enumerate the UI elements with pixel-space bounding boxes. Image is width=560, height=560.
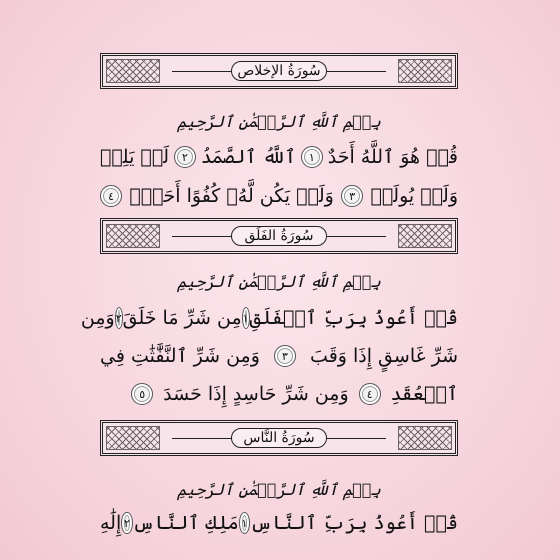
ayah-number-marker: ١ (239, 512, 250, 534)
verse-text: وَمِن شَرِّ حَاسِدٍ إِذَا حَسَدَ (163, 383, 349, 405)
ornament-right-icon (398, 224, 452, 248)
ayah-number-marker: ٣ (274, 345, 296, 367)
verse-line (100, 512, 458, 534)
verse-text: وَلَمۡ يُولَدۡ (370, 185, 458, 207)
ornament-left-icon (106, 224, 160, 248)
ayah-number-marker: ٥ (131, 383, 153, 405)
ayah-number-marker: ٢ (174, 146, 196, 168)
surah-header-ikhlas (100, 53, 458, 89)
verse-line (100, 185, 458, 207)
verse-line (80, 307, 458, 329)
surah-title: سُورَةُ النَّاس (231, 428, 327, 448)
verse-text: لَمۡ يَلِدۡ (100, 146, 170, 168)
basmala: بِسۡمِ ٱللَّهِ ٱلرَّحۡمَٰنِ ٱلرَّحِيمِ (177, 112, 381, 131)
verse-text: وَلَمۡ يَكُن لَّهُۥ كُفُوًا أَحَدُۢ (129, 185, 334, 207)
verse-text: ٱللَّهُ ٱلصَّمَدُ (200, 146, 296, 168)
ayah-number-marker: ٤ (100, 185, 122, 207)
verse-text: قُلۡ أَعُوذُ بِرَبِّ ٱلۡفَلَقِ (249, 307, 458, 329)
verse-text: إِلَٰهِ (100, 512, 122, 534)
ayah-number-marker: ١ (301, 146, 323, 168)
ayah-number-marker: ٢ (121, 512, 132, 534)
ornament-left-icon (106, 59, 160, 83)
ornament-left-icon (106, 426, 160, 450)
verse-text: مَلِكِ ٱلنَّاسِ (132, 512, 239, 534)
ornament-right-icon (398, 59, 452, 83)
ayah-number-marker: ١ (242, 307, 250, 329)
verse-text: وَمِن شَرِّ ٱلنَّفَّٰثَٰتِ فِي (100, 345, 260, 367)
verse-text: شَرِّ غَاسِقٍ إِذَا وَقَبَ (310, 345, 458, 367)
verse-text: قُلۡ هُوَ ٱللَّهُ أَحَدٌ (327, 146, 458, 168)
surah-title: سُورَةُ الفَلَق (231, 226, 327, 246)
surah-title: سُورَةُ الإخلاص (231, 61, 327, 81)
surah-header-falaq (100, 218, 458, 254)
verse-text: ٱلۡعُقَدِ (390, 383, 458, 405)
ayah-number-marker: ٣ (341, 185, 363, 207)
verse-line (100, 383, 458, 405)
verse-line (100, 146, 458, 168)
verse-line (100, 345, 458, 367)
verse-text: وَمِن (80, 307, 115, 329)
ayah-number-marker: ٤ (359, 383, 381, 405)
surah-header-nas (100, 420, 458, 456)
ayah-number-marker: ٢ (115, 307, 123, 329)
ornament-right-icon (398, 426, 452, 450)
verse-text: مِن شَرِّ مَا خَلَقَ (122, 307, 242, 329)
verse-text: قُلۡ أَعُوذُ بِرَبِّ ٱلنَّاسِ (250, 512, 458, 534)
basmala: بِسۡمِ ٱللَّهِ ٱلرَّحۡمَٰنِ ٱلرَّحِيمِ (177, 272, 381, 291)
basmala: بِسۡمِ ٱللَّهِ ٱلرَّحۡمَٰنِ ٱلرَّحِيمِ (177, 480, 381, 499)
